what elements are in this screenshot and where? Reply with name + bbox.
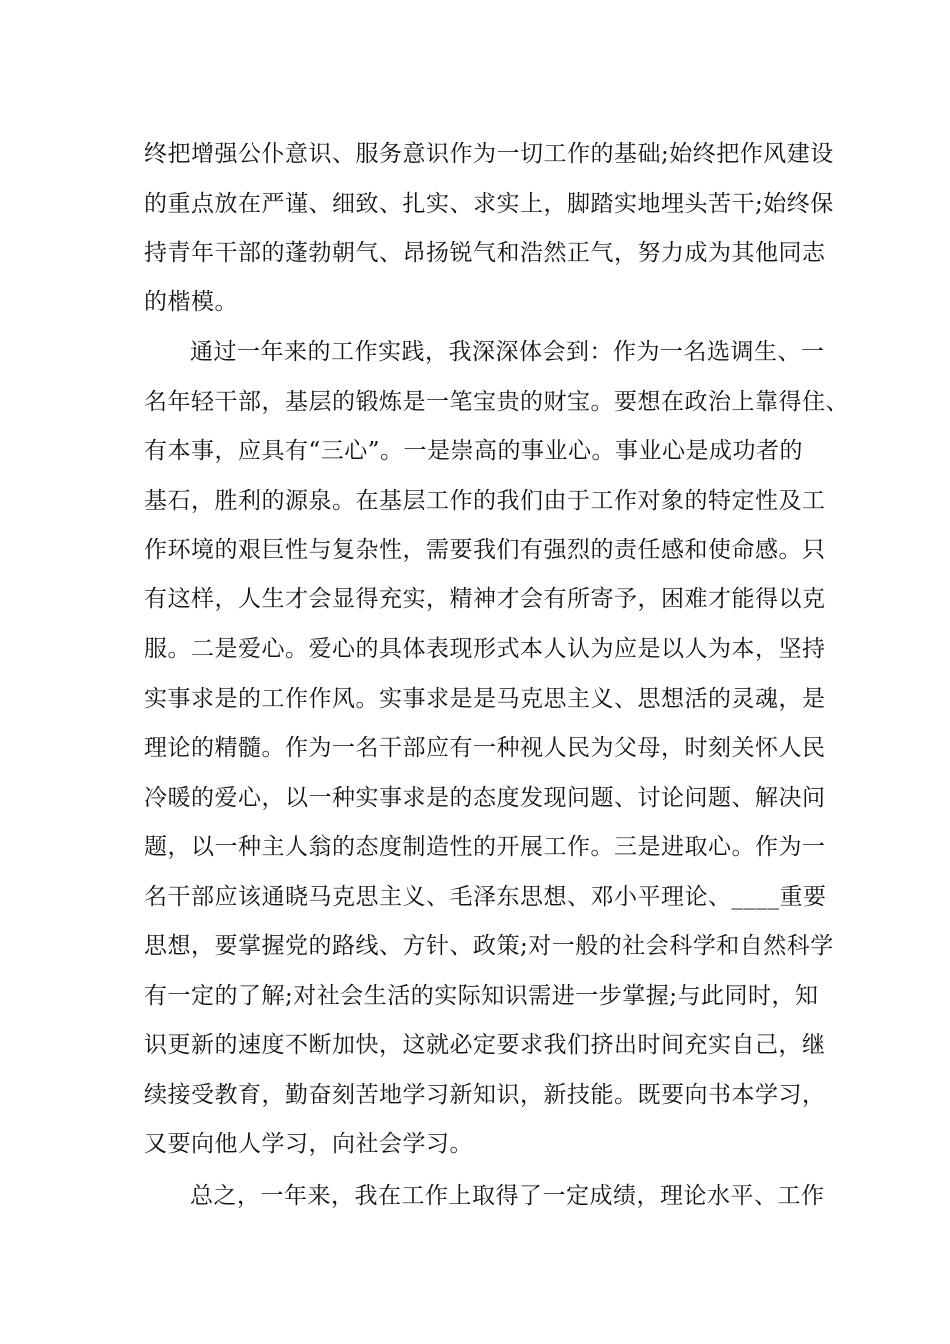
text-line: 名干部应该通晓马克思主义、毛泽东思想、邓小平理论、____重要 xyxy=(144,884,827,910)
text-line: 理论的精髓。作为一名干部应有一种视人民为父母，时刻关怀人民 xyxy=(144,735,826,761)
text-line: 基石，胜利的源泉。在基层工作的我们由于工作对象的特定性及工 xyxy=(144,488,826,514)
text-line: 服。二是爱心。爱心的具体表现形式本人认为应是以人为本，坚持 xyxy=(144,636,826,662)
text-line: 终把增强公仆意识、服务意识作为一切工作的基础;始终把作风建设 xyxy=(144,141,834,167)
text-line: 的重点放在严谨、细致、扎实、求实上，脚踏实地埋头苦干;始终保 xyxy=(144,191,834,217)
paragraph-start-line: 通过一年来的工作实践，我深深体会到：作为一名选调生、一 xyxy=(190,339,825,365)
text-line: 有本事，应具有“三心”。一是崇高的事业心。事业心是成功者的 xyxy=(144,438,804,464)
text-line: 识更新的速度不断加快，这就必定要求我们挤出时间充实自己，继 xyxy=(144,1032,826,1058)
text-line: 又要向他人学习，向社会学习。 xyxy=(144,1131,473,1157)
text-line: 冷暖的爱心，以一种实事求是的态度发现问题、讨论问题、解决问 xyxy=(144,785,826,811)
text-line: 作环境的艰巨性与复杂性，需要我们有强烈的责任感和使命感。只 xyxy=(144,537,826,563)
text-line: 续接受教育，勤奋刻苦地学习新知识，新技能。既要向书本学习， xyxy=(144,1082,826,1108)
paragraph-start-line: 总之，一年来，我在工作上取得了一定成绩，理论水平、工作 xyxy=(190,1183,825,1209)
text-line: 题，以一种主人翁的态度制造性的开展工作。三是进取心。作为一 xyxy=(144,834,826,860)
text-line: 实事求是的工作作风。实事求是是马克思主义、思想活的灵魂，是 xyxy=(144,686,826,712)
text-line: 有这样，人生才会显得充实，精神才会有所寄予，困难才能得以克 xyxy=(144,586,826,612)
text-line: 持青年干部的蓬勃朝气、昂扬锐气和浩然正气，努力成为其他同志 xyxy=(144,240,826,266)
text-line: 思想，要掌握党的路线、方针、政策;对一般的社会科学和自然科学 xyxy=(144,933,834,959)
text-line: 名年轻干部，基层的锻炼是一笔宝贵的财宝。要想在政治上靠得住、 xyxy=(144,389,849,415)
text-line: 有一定的了解;对社会生活的实际知识需进一步掌握;与此同时，知 xyxy=(144,983,819,1009)
text-line: 的楷模。 xyxy=(144,289,238,315)
